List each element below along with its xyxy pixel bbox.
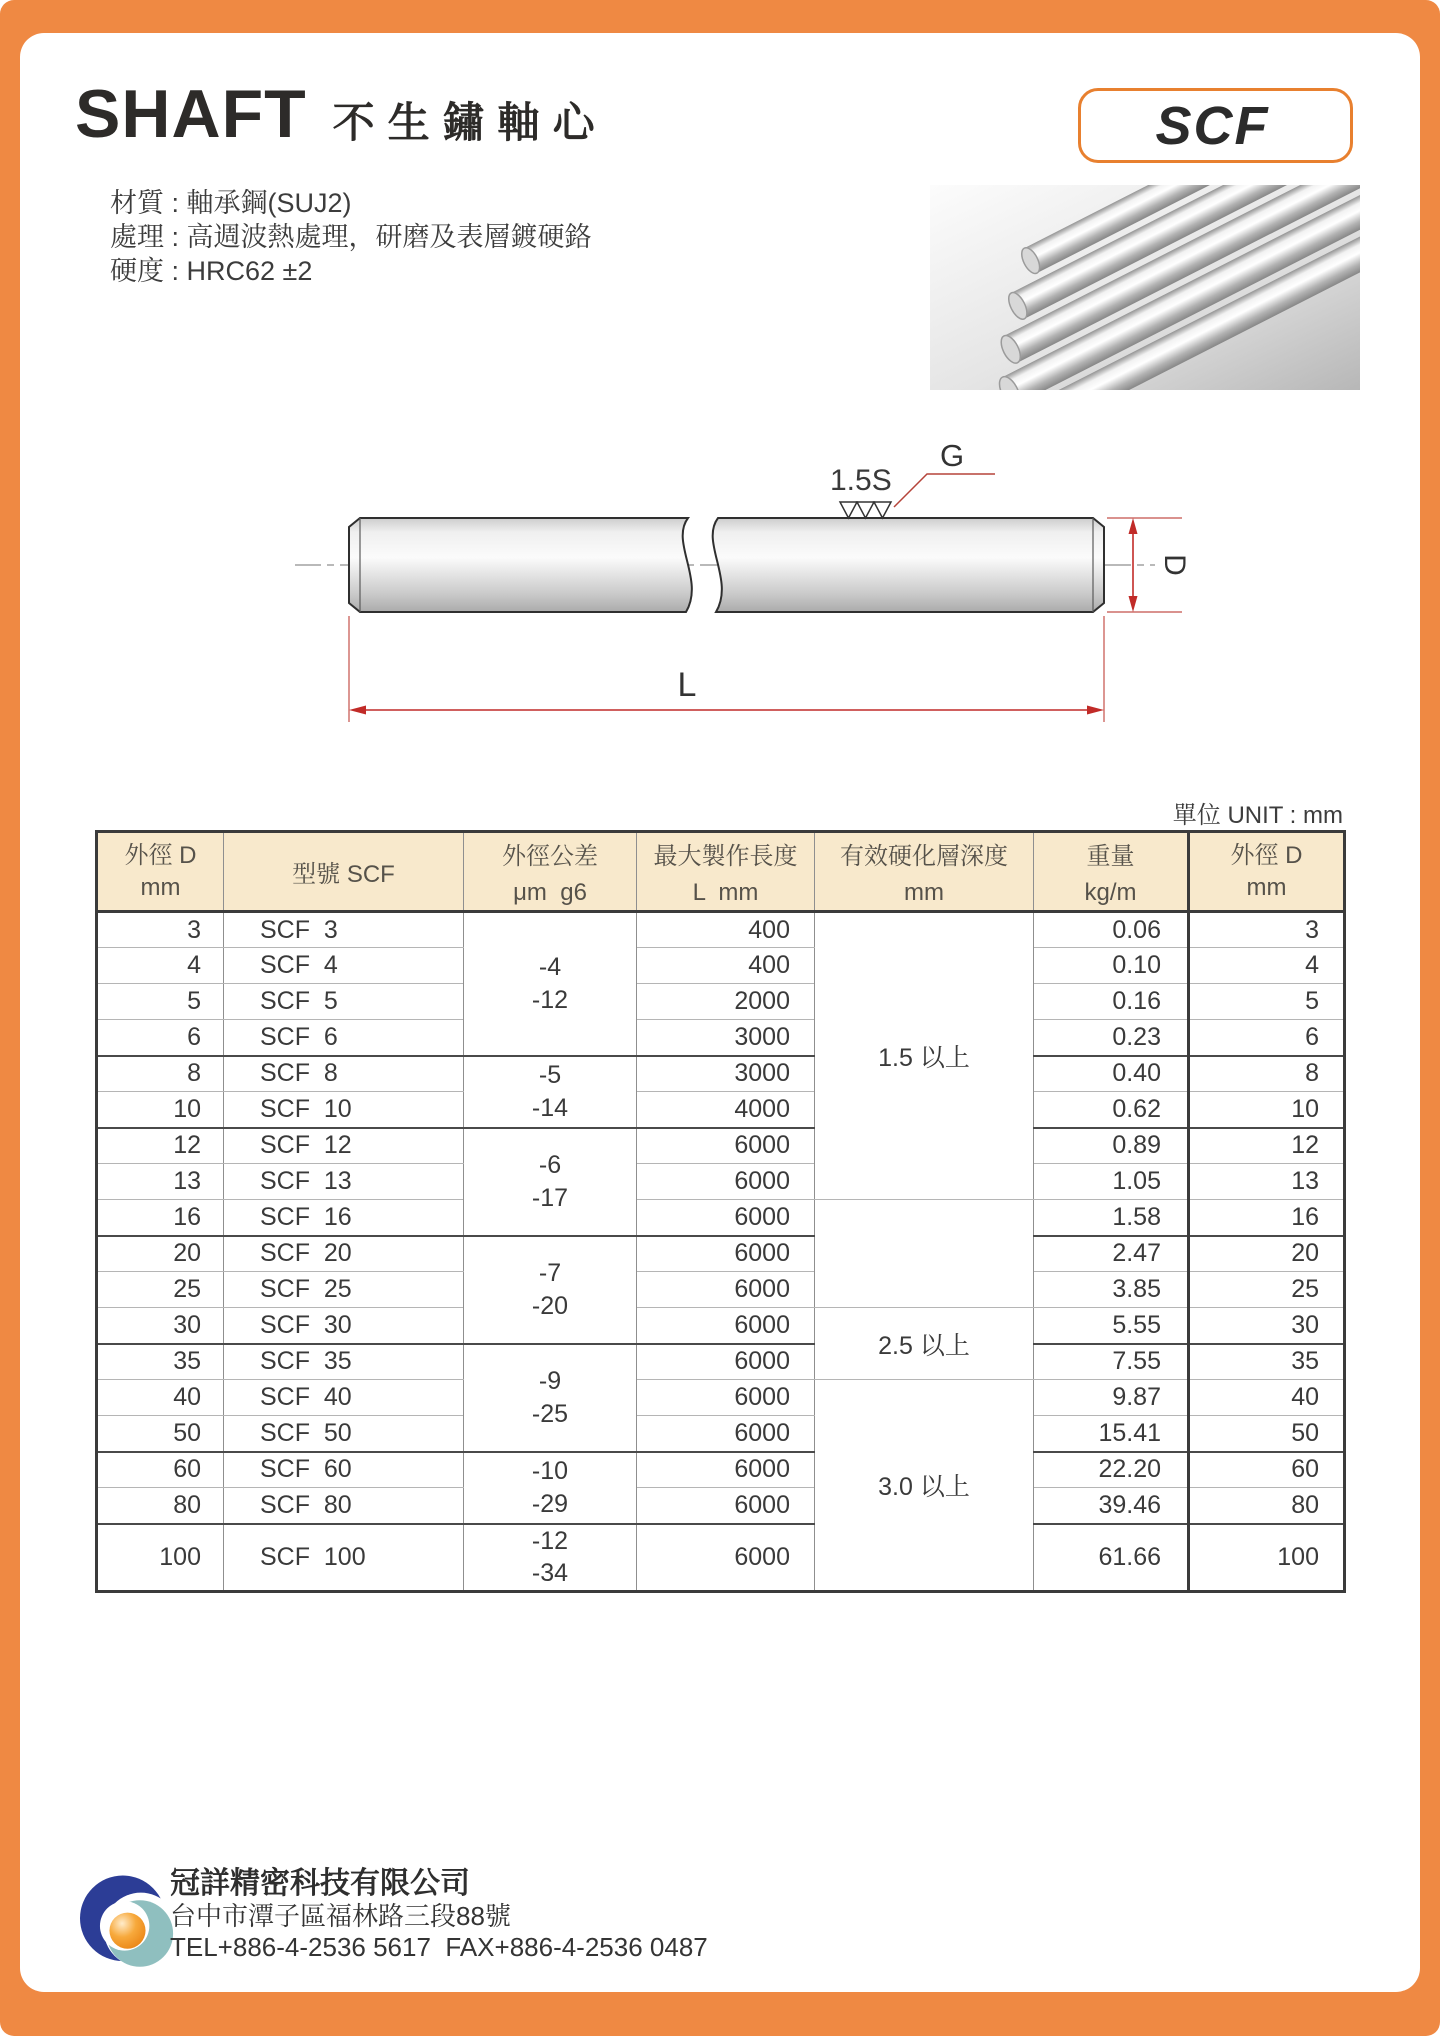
table-cell-tol: -4 -12 — [464, 912, 637, 1056]
surface-finish-symbol — [840, 502, 891, 518]
table-cell-d2: 10 — [1189, 1092, 1345, 1128]
table-row — [97, 1416, 1345, 1452]
table-cell-d: 25 — [97, 1272, 224, 1308]
header-max-length: 最大製作長度 L mm — [637, 832, 815, 912]
table-cell-model: SCF 3 — [224, 912, 464, 948]
table-cell-model: SCF 50 — [224, 1416, 464, 1452]
table-cell-tol: -7 -20 — [464, 1236, 637, 1344]
shaft-right-segment — [713, 518, 1104, 612]
table-cell-weight: 39.46 — [1034, 1488, 1189, 1524]
table-cell-d2: 12 — [1189, 1128, 1345, 1164]
table-cell-len: 3000 — [637, 1020, 815, 1056]
surface-finish-label: 1.5S — [830, 464, 892, 497]
table-cell-weight: 15.41 — [1034, 1416, 1189, 1452]
table-cell-d: 3 — [97, 912, 224, 948]
header-tolerance: 外徑公差 μm g6 — [464, 832, 637, 912]
table-row — [97, 1488, 1345, 1524]
logo-orange-sphere — [109, 1913, 145, 1949]
table-cell-d2: 30 — [1189, 1308, 1345, 1344]
table-cell-d: 10 — [97, 1092, 224, 1128]
product-photo — [930, 185, 1360, 390]
table-cell-len: 3000 — [637, 1056, 815, 1092]
table-cell-d2: 5 — [1189, 984, 1345, 1020]
table-cell-d2: 4 — [1189, 948, 1345, 984]
series-badge-label: SCF — [1155, 95, 1270, 156]
header-weight: 重量 kg/m — [1034, 832, 1189, 912]
table-cell-len: 2000 — [637, 984, 815, 1020]
table-cell-d: 60 — [97, 1452, 224, 1488]
table-cell-model: SCF 25 — [224, 1272, 464, 1308]
table-cell-d: 8 — [97, 1056, 224, 1092]
table-cell-len: 6000 — [637, 1128, 815, 1164]
table-cell-weight: 3.85 — [1034, 1272, 1189, 1308]
table-cell-len: 6000 — [637, 1452, 815, 1488]
spec-hardness: 硬度 : HRC62 ±2 — [110, 256, 313, 286]
table-row — [97, 1092, 1345, 1128]
table-row — [97, 1056, 1345, 1092]
spec-material: 材質 : 軸承鋼(SUJ2) — [110, 188, 352, 218]
company-tel-fax: TEL+886-4-2536 5617 FAX+886-4-2536 0487 — [170, 1932, 708, 1962]
table-row — [97, 1308, 1345, 1344]
table-row — [97, 1380, 1345, 1416]
table-cell-d2: 6 — [1189, 1020, 1345, 1056]
table-cell-model: SCF 20 — [224, 1236, 464, 1272]
table-cell-model: SCF 13 — [224, 1164, 464, 1200]
table-cell-depth: 2.5 以上 — [815, 1308, 1034, 1380]
table-cell-len: 6000 — [637, 1524, 815, 1592]
table-cell-d: 35 — [97, 1344, 224, 1380]
length-label: L — [677, 666, 697, 704]
table-cell-len: 400 — [637, 948, 815, 984]
table-row — [97, 1272, 1345, 1308]
table-cell-d2: 80 — [1189, 1488, 1345, 1524]
table-cell-len: 6000 — [637, 1164, 815, 1200]
table-cell-d2: 50 — [1189, 1416, 1345, 1452]
spec-table — [95, 830, 1346, 1593]
table-cell-weight: 22.20 — [1034, 1452, 1189, 1488]
table-row — [97, 1128, 1345, 1164]
table-cell-model: SCF 4 — [224, 948, 464, 984]
table-cell-weight: 0.10 — [1034, 948, 1189, 984]
unit-note: 單位 UNIT : mm — [1172, 802, 1343, 829]
table-cell-d2: 40 — [1189, 1380, 1345, 1416]
company-name: 冠詳精密科技有限公司 — [170, 1867, 470, 1900]
table-row — [97, 1164, 1345, 1200]
table-cell-len: 6000 — [637, 1416, 815, 1452]
table-cell-model: SCF 16 — [224, 1200, 464, 1236]
header-outer-dia-left: 外徑 D mm — [97, 832, 224, 912]
table-cell-weight: 61.66 — [1034, 1524, 1189, 1592]
table-cell-weight: 2.47 — [1034, 1236, 1189, 1272]
diameter-label: D — [1158, 554, 1191, 576]
table-cell-d: 4 — [97, 948, 224, 984]
table-cell-weight: 0.06 — [1034, 912, 1189, 948]
technical-drawing — [200, 430, 1240, 730]
spec-lines — [110, 186, 592, 288]
table-cell-model: SCF 6 — [224, 1020, 464, 1056]
table-row — [97, 1524, 1345, 1592]
table-cell-d2: 8 — [1189, 1056, 1345, 1092]
table-cell-d: 40 — [97, 1380, 224, 1416]
table-cell-depth: 1.5 以上 — [815, 912, 1034, 1200]
length-dimension — [349, 616, 1104, 722]
table-cell-model: SCF 30 — [224, 1308, 464, 1344]
table-row — [97, 984, 1345, 1020]
table-cell-depth: 3.0 以上 — [815, 1380, 1034, 1592]
table-row — [97, 1200, 1345, 1236]
table-cell-model: SCF 5 — [224, 984, 464, 1020]
spec-table-header — [97, 832, 1345, 912]
table-cell-weight: 1.05 — [1034, 1164, 1189, 1200]
table-cell-weight: 1.58 — [1034, 1200, 1189, 1236]
company-address: 台中市潭子區福林路三段88號 — [170, 1901, 511, 1931]
table-cell-model: SCF 100 — [224, 1524, 464, 1592]
table-cell-model: SCF 35 — [224, 1344, 464, 1380]
table-cell-model: SCF 10 — [224, 1092, 464, 1128]
table-row — [97, 948, 1345, 984]
table-cell-len: 6000 — [637, 1200, 815, 1236]
table-cell-tol: -9 -25 — [464, 1344, 637, 1452]
table-row — [97, 1452, 1345, 1488]
footer-info — [170, 1867, 708, 1963]
page-title-zh: 不生鏽軸心 — [332, 99, 608, 146]
spec-table-body — [97, 912, 1345, 1592]
table-cell-model: SCF 12 — [224, 1128, 464, 1164]
table-cell-model: SCF 80 — [224, 1488, 464, 1524]
table-cell-len: 6000 — [637, 1272, 815, 1308]
table-cell-weight: 5.55 — [1034, 1308, 1189, 1344]
shaft-left-segment — [349, 518, 692, 612]
table-cell-model: SCF 60 — [224, 1452, 464, 1488]
table-row — [97, 1236, 1345, 1272]
table-cell-d: 20 — [97, 1236, 224, 1272]
table-cell-len: 6000 — [637, 1308, 815, 1344]
table-cell-depth — [815, 1200, 1034, 1308]
page-title-en: SHAFT — [75, 76, 307, 152]
table-cell-weight: 7.55 — [1034, 1344, 1189, 1380]
table-cell-len: 6000 — [637, 1236, 815, 1272]
table-row — [97, 1020, 1345, 1056]
spec-treatment: 處理 : 高週波熱處理，研磨及表層鍍硬鉻 — [110, 222, 592, 252]
table-cell-d: 13 — [97, 1164, 224, 1200]
table-cell-len: 6000 — [637, 1380, 815, 1416]
table-cell-weight: 0.23 — [1034, 1020, 1189, 1056]
table-cell-d2: 35 — [1189, 1344, 1345, 1380]
table-cell-tol: -10 -29 — [464, 1452, 637, 1524]
table-cell-model: SCF 8 — [224, 1056, 464, 1092]
table-cell-d2: 25 — [1189, 1272, 1345, 1308]
table-cell-len: 400 — [637, 912, 815, 948]
table-cell-d: 50 — [97, 1416, 224, 1452]
table-cell-d2: 16 — [1189, 1200, 1345, 1236]
table-cell-d2: 20 — [1189, 1236, 1345, 1272]
table-cell-d: 5 — [97, 984, 224, 1020]
table-cell-len: 6000 — [637, 1488, 815, 1524]
table-cell-d: 16 — [97, 1200, 224, 1236]
table-cell-d2: 3 — [1189, 912, 1345, 948]
table-cell-weight: 0.16 — [1034, 984, 1189, 1020]
table-cell-tol: -12 -34 — [464, 1524, 637, 1592]
table-cell-weight: 0.62 — [1034, 1092, 1189, 1128]
table-cell-d: 100 — [97, 1524, 224, 1592]
table-cell-weight: 9.87 — [1034, 1380, 1189, 1416]
header-model: 型號 SCF — [224, 832, 464, 912]
table-cell-d: 6 — [97, 1020, 224, 1056]
table-cell-weight: 0.40 — [1034, 1056, 1189, 1092]
table-cell-len: 6000 — [637, 1344, 815, 1380]
header-hardened-depth: 有效硬化層深度 mm — [815, 832, 1034, 912]
table-cell-d: 12 — [97, 1128, 224, 1164]
table-cell-d: 80 — [97, 1488, 224, 1524]
table-cell-weight: 0.89 — [1034, 1128, 1189, 1164]
company-logo — [80, 1873, 175, 1975]
grind-label: G — [939, 438, 965, 473]
table-cell-d2: 13 — [1189, 1164, 1345, 1200]
series-badge — [1078, 88, 1353, 163]
table-cell-tol: -5 -14 — [464, 1056, 637, 1128]
table-row — [97, 1344, 1345, 1380]
table-cell-d: 30 — [97, 1308, 224, 1344]
grind-leader-line — [894, 474, 995, 507]
table-cell-d2: 60 — [1189, 1452, 1345, 1488]
header-outer-dia-right: 外徑 D mm — [1189, 832, 1345, 912]
page-title — [75, 76, 608, 152]
table-row — [97, 912, 1345, 948]
table-cell-d2: 100 — [1189, 1524, 1345, 1592]
table-cell-tol: -6 -17 — [464, 1128, 637, 1236]
table-cell-model: SCF 40 — [224, 1380, 464, 1416]
table-cell-len: 4000 — [637, 1092, 815, 1128]
